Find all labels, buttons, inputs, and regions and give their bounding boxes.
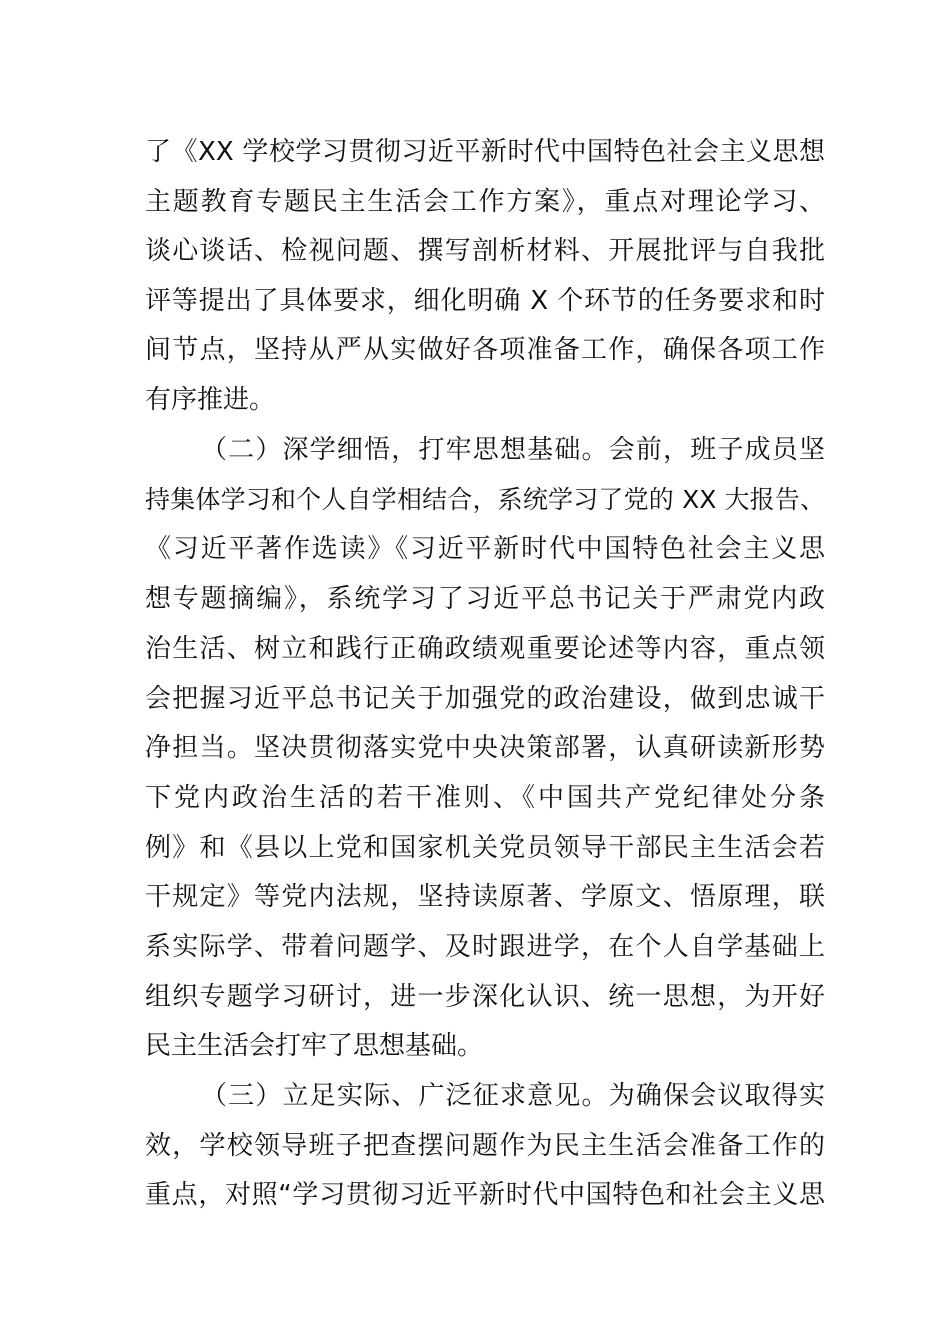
body-text-line: 想专题摘编》，系统学习了习近平总书记关于严肃党内政 — [145, 584, 825, 614]
body-text-line: 效，学校领导班子把查摆问题作为民主生活会准备工作的 — [145, 1131, 825, 1161]
body-text-line: 持集体学习和个人自学相结合，系统学习了党的 XX 大报告、 — [145, 485, 825, 514]
body-text-line: 系实际学、带着问题学、及时跟进学，在个人自学基础上 — [145, 932, 825, 962]
body-text-line: 会把握习近平总书记关于加强党的政治建设，做到忠诚干 — [145, 684, 825, 714]
body-text-line: 有序推进。 — [145, 385, 276, 415]
body-text-line: 治生活、树立和践行正确政绩观重要论述等内容，重点领 — [145, 634, 825, 664]
body-text-line: 组织专题学习研讨，进一步深化认识、统一思想，为开好 — [145, 982, 825, 1012]
body-text-line: 主题教育专题民主生活会工作方案》，重点对理论学习、 — [145, 187, 825, 217]
body-text-line: 谈心谈话、检视问题、撰写剖析材料、开展批评与自我批 — [145, 236, 825, 266]
body-text-line: 民主生活会打牢了思想基础。 — [145, 1031, 484, 1061]
body-text-line: 下党内政治生活的若干准则、《中国共产党纪律处分条 — [145, 783, 825, 813]
paragraph-3-first-line: （三）立足实际、广泛征求意见。为确保会议取得实 — [201, 1081, 825, 1111]
body-text-line: 重点，对照“学习贯彻习近平新时代中国特色和社会主义思 — [145, 1180, 825, 1210]
body-text-line: 《习近平著作选读》《习近平新时代中国特色社会主义思 — [145, 534, 825, 564]
paragraph-2-first-line: （二）深学细悟，打牢思想基础。会前，班子成员坚 — [201, 435, 825, 465]
body-text-line: 例》和《县以上党和国家机关党员领导干部民主生活会若 — [145, 833, 825, 863]
body-text-line: 间节点，坚持从严从实做好各项准备工作，确保各项工作 — [145, 335, 825, 365]
body-text-line: 净担当。坚决贯彻落实党中央决策部署，认真研读新形势 — [145, 733, 825, 763]
body-text-line: 了《XX 学校学习贯彻习近平新时代中国特色社会主义思想 — [145, 137, 825, 167]
body-text-line: 干规定》等党内法规，坚持读原著、学原文、悟原理，联 — [145, 882, 825, 912]
body-text-line: 评等提出了具体要求，细化明确 X 个环节的任务要求和时 — [145, 286, 825, 316]
